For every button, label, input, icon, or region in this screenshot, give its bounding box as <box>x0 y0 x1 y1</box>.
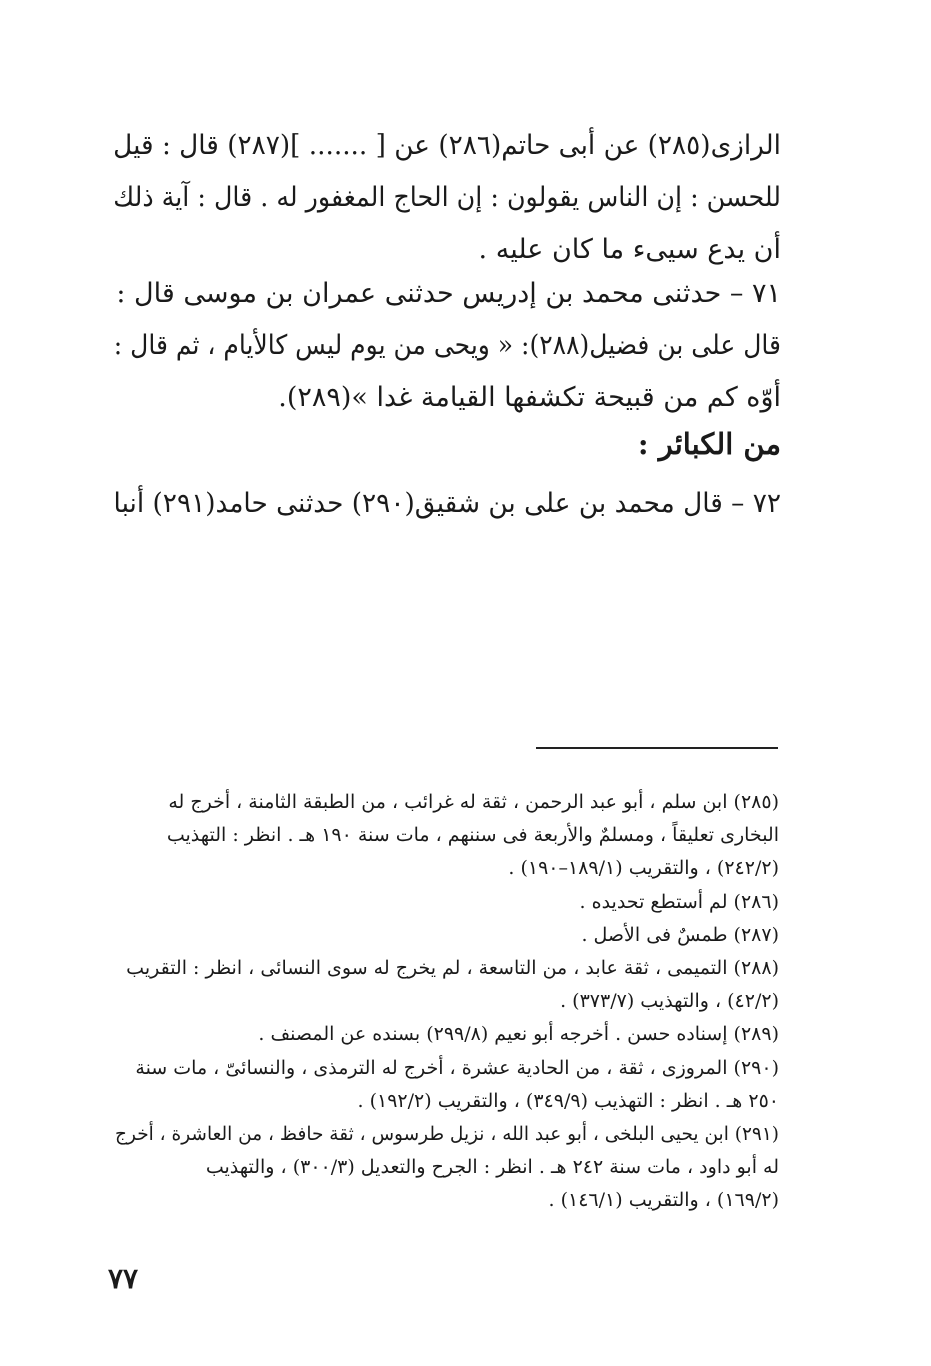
footnote-line: (٢٩٠) المروزى ، ثقة ، من الحادية عشرة ، أخرج له الترمذى ، والنسائىّ ، مات سنة <box>135 1056 779 1079</box>
footnote-line: (٢٨٧) طمسٌ فى الأصل . <box>581 923 779 946</box>
footnote-line: (٢٤٢/٢) ، والتقريب (١٨٩/١–١٩٠) . <box>508 857 779 880</box>
footnote-line: (٢٨٦) لم أستطع تحديده . <box>579 890 779 913</box>
text-line: ٧١ – حدثنى محمد بن إدريس حدثنى عمران بن موسى قال : <box>116 278 781 309</box>
text-line: أن يدع سيىء ما كان عليه . <box>478 234 781 265</box>
text-line: ٧٢ – قال محمد بن على بن شقيق(٢٩٠) حدثنى حامد(٢٩١) أنبا <box>113 488 781 519</box>
page-number: ٧٧ <box>108 1262 139 1295</box>
footnote-line: (٢٩١) ابن يحيى البلخى ، أبو عبد الله ، نزيل طرسوس ، ثقة حافظ ، من العاشرة ، أخرج <box>115 1122 779 1145</box>
text-line: قال على بن فضيل(٢٨٨): « ويحى من يوم ليس كالأيام ، ثم قال : <box>113 330 781 361</box>
paragraph-2 <box>113 268 781 424</box>
section-heading: من الكبائر : <box>637 427 781 461</box>
footnote-line: البخارى تعليقاً ، ومسلمٌ والأربعة فى سننهم ، مات سنة ١٩٠ هـ . انظر : التهذيب <box>166 824 779 847</box>
footnote-line: (٢٨٥) ابن سلم ، أبو عبد الرحمن ، ثقة له غرائب ، من الطبقة الثامنة ، أخرج له <box>168 791 779 813</box>
footnote-line: (٢٨٩) إسناده حسن . أخرجه أبو نعيم (٢٩٩/٨) بسنده عن المصنف . <box>258 1023 779 1046</box>
footnote-line: (٢٨٨) التميمى ، ثقة عابد ، من التاسعة ، لم يخرج له سوى النسائى ، انظر : التقريب <box>126 956 779 979</box>
text-line: للحسن : إن الناس يقولون : إن الحاج المغفور له . قال : آية ذلك <box>113 182 781 213</box>
paragraph-1 <box>113 120 781 276</box>
paragraph-3 <box>113 478 781 530</box>
text-line: أوّه كم من قبيحة تكشفها القيامة غدا »(٢٨٩). <box>278 382 781 413</box>
footnote-line: له أبو داود ، مات سنة ٢٤٢ هـ . انظر : الجرح والتعديل (٣٠٠/٣) ، والتهذيب <box>205 1156 779 1179</box>
footnote-line: ٢٥٠ هـ . انظر : التهذيب (٣٤٩/٩) ، والتقريب (١٩٢/٢) . <box>357 1089 779 1112</box>
footnote-line: (٤٢/٢) ، والتهذيب (٣٧٣/٧) . <box>560 990 779 1013</box>
footnote-divider <box>536 747 778 749</box>
text-line: الرازى(٢٨٥) عن أبى حاتم(٢٨٦) عن [ ....... ](٢٨٧) قال : قيل <box>113 130 781 161</box>
footnote-line: (١٦٩/٢) ، والتقريب (١٤٦/١) . <box>548 1189 779 1212</box>
footnotes <box>115 786 779 1217</box>
